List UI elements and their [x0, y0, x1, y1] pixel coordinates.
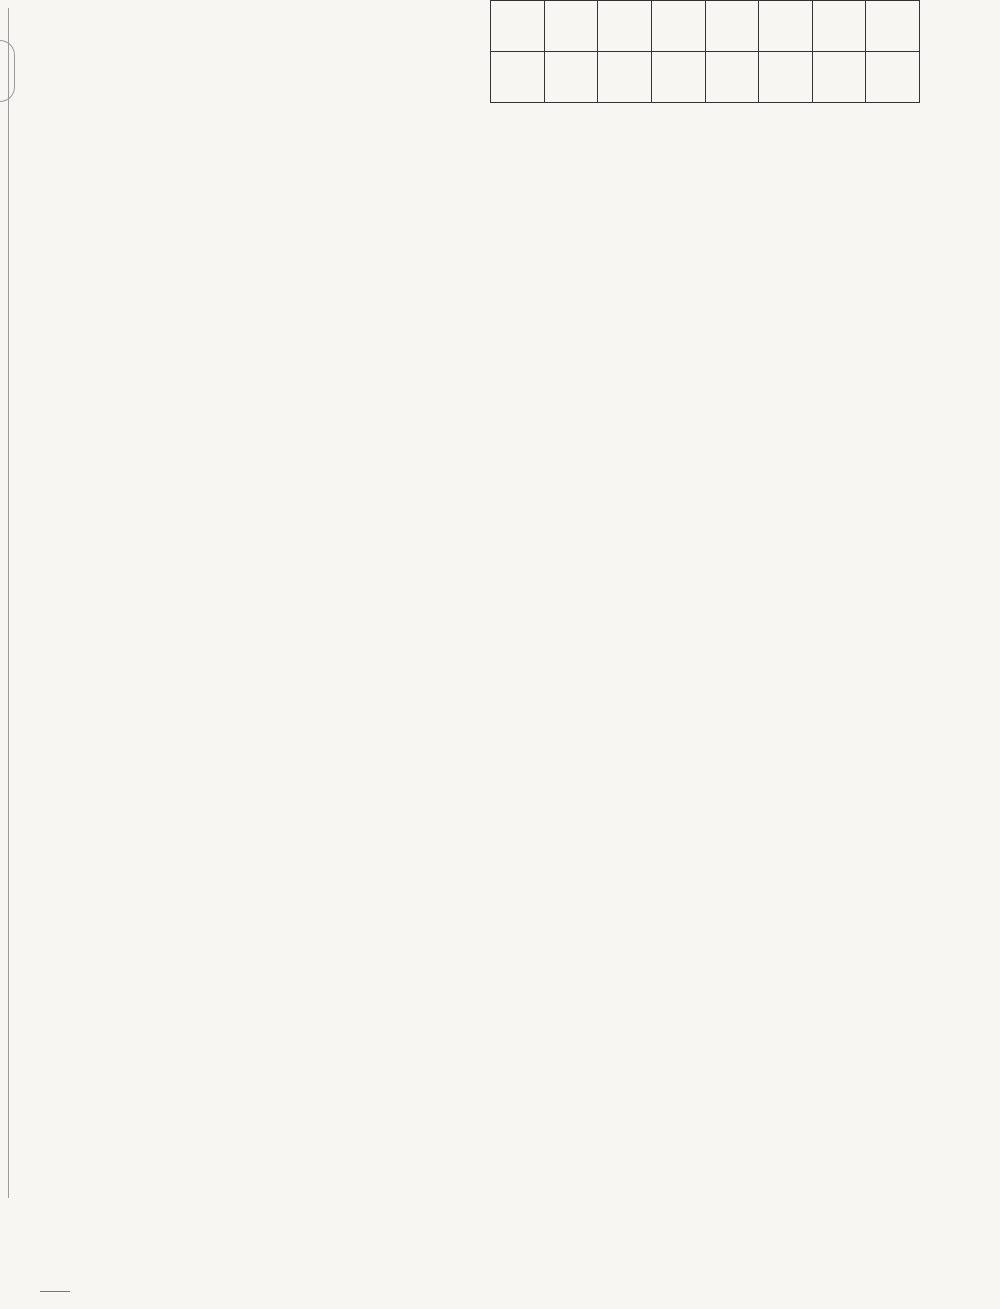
table-row-levels	[491, 52, 920, 103]
table-cell-value	[705, 52, 759, 103]
table-cell-day	[651, 1, 705, 52]
binding-margin-rule	[8, 8, 9, 1198]
table-cell-value	[598, 52, 652, 103]
table-cell-value	[544, 52, 598, 103]
table-row-days	[491, 1, 920, 52]
water-level-table	[490, 0, 920, 103]
watermark	[800, 1225, 990, 1303]
table-row-label	[491, 52, 545, 103]
binding-hole	[0, 40, 15, 102]
table-cell-value	[759, 52, 813, 103]
table-header-cell	[491, 1, 545, 52]
table-cell-day	[759, 1, 813, 52]
page-number-rule	[40, 1291, 70, 1292]
table-cell-day	[705, 1, 759, 52]
table-cell-value	[651, 52, 705, 103]
table-cell-day	[544, 1, 598, 52]
water-level-table-wrap	[490, 0, 920, 103]
table-cell-day	[866, 1, 920, 52]
table-cell-day	[598, 1, 652, 52]
table-cell-day	[812, 1, 866, 52]
table-cell-value	[812, 52, 866, 103]
table-cell-value	[866, 52, 920, 103]
